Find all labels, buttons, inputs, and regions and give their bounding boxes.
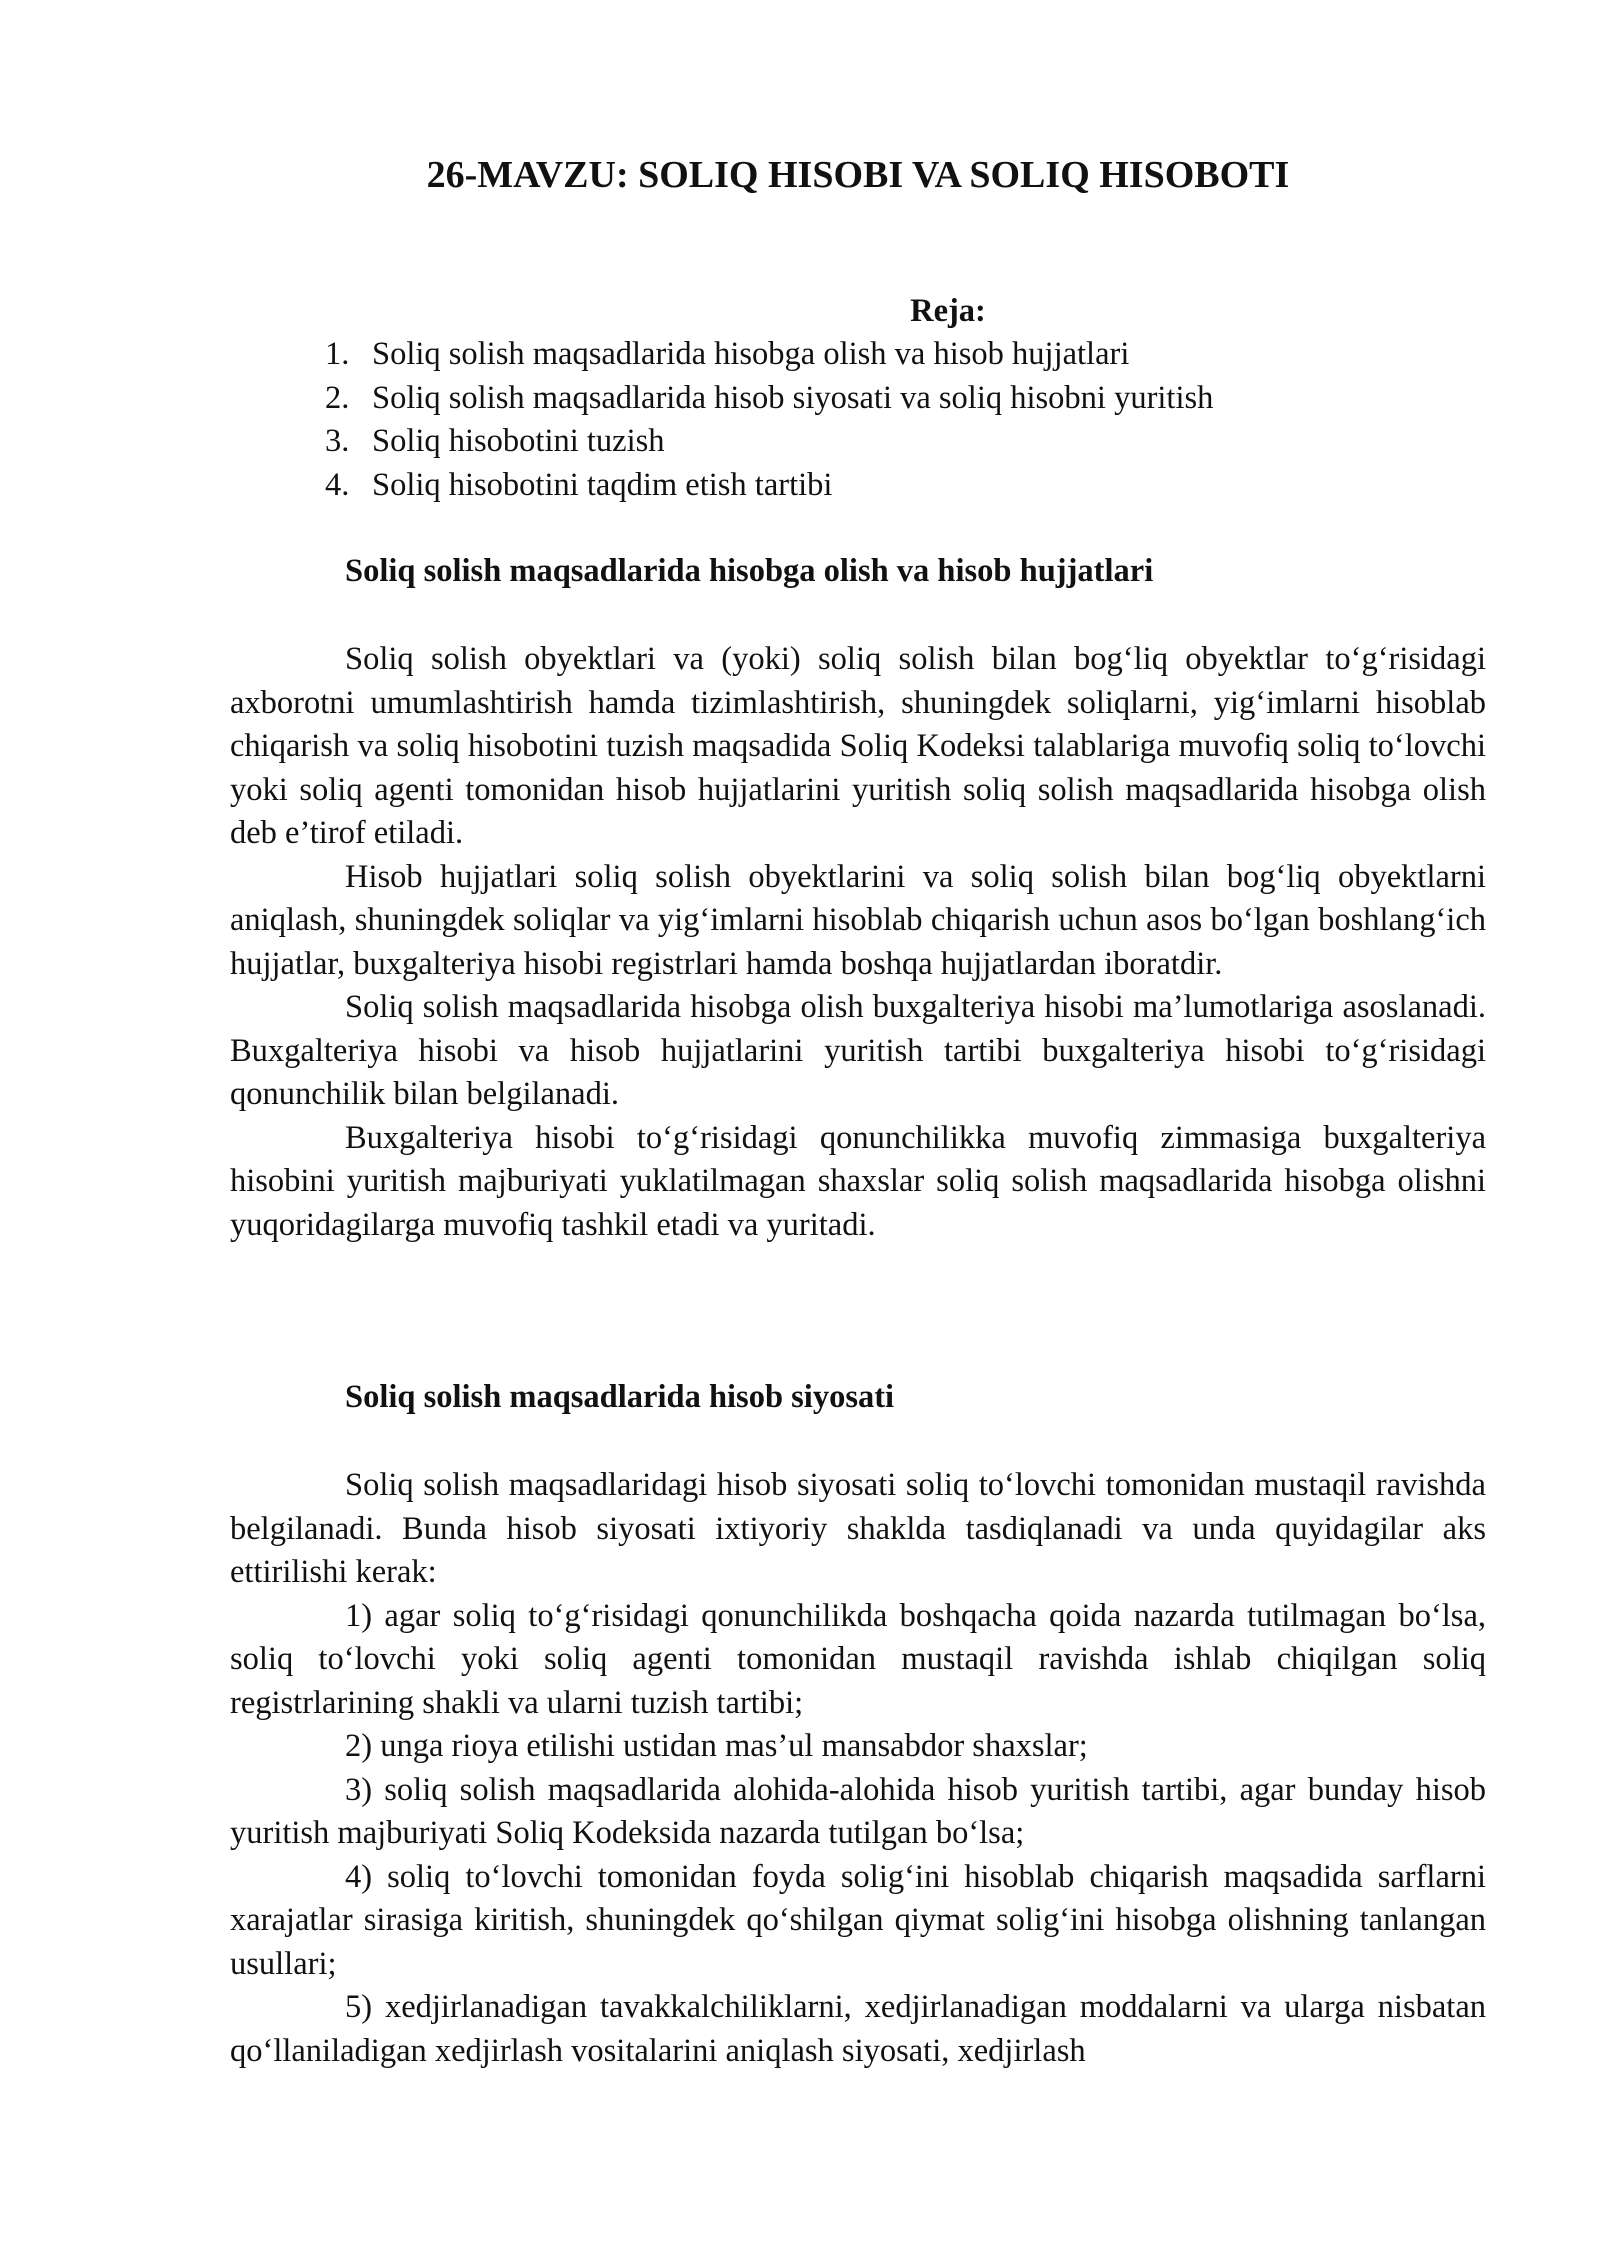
section-policy-body [230,1464,1486,2073]
section-accounting-body [230,638,1486,1247]
plan-item-number: 4. [325,466,350,503]
section-heading-policy: Soliq solish maqsadlarida hisob siyosati [345,1379,895,1415]
section-heading-accounting: Soliq solish maqsadlarida hisobga olish va hisob hujjatlari [345,553,1154,589]
plan-item-number: 1. [325,336,350,372]
paragraph: 1) agar soliq to‘g‘risidagi qonunchilikda boshqacha qoida nazarda tutilmagan bo‘lsa, soliq to‘lovchi yoki soliq agenti tomonidan mustaqil ravishda ishlab chiqilgan soliq registrlarining shakli va ularni tuzish tartibi; [230,1597,1486,1721]
plan-item [325,464,1213,508]
document-title: 26-MAVZU: SOLIQ HISOBI VA SOLIQ HISOBOTI [426,154,1290,196]
plan-heading: Reja: [910,293,986,329]
plan-item-text: Soliq hisobotini taqdim etish tartibi [372,466,833,503]
paragraph: 4) soliq to‘lovchi tomonidan foyda solig‘ini hisoblab chiqarish maqsadida sarflarni xarajatlar sirasiga kiritish, shuningdek qo‘shilgan qiymat solig‘ini hisobga olishning tanlangan usullari; [230,1858,1486,1982]
plan-list [325,333,1213,507]
plan-item-text: Soliq solish maqsadlarida hisobga olish va hisob hujjatlari [372,336,1130,372]
plan-item-text: Soliq solish maqsadlarida hisob siyosati va soliq hisobni yuritish [372,379,1214,416]
plan-item-text: Soliq hisobotini tuzish [372,423,665,459]
paragraph: 5) xedjirlanadigan tavakkalchiliklarni, xedjirlanadigan moddalarni va ularga nisbatan qo‘llaniladigan xedjirlash vositalarini aniqlash siyosati, xedjirlash [230,1989,1486,2069]
paragraph: 3) soliq solish maqsadlarida alohida-alohida hisob yuritish tartibi, agar bunday hisob yuritish majburiyati Soliq Kodeksida nazarda tutilgan bo‘lsa; [230,1771,1486,1851]
plan-item [325,333,1213,377]
plan-item-number: 2. [325,379,350,416]
plan-item-number: 3. [325,423,350,459]
paragraph: Soliq solish obyektlari va (yoki) soliq solish bilan bog‘liq obyektlar to‘g‘risidagi axborotni umumlashtirish hamda tizimlashtirish, shuningdek soliqlarni, yig‘imlarni hisoblab chiqarish va soliq hisobotini tuzish maqsadida Soliq Kodeksi talablariga muvofiq soliq to‘lovchi yoki soliq agenti tomonidan hisob hujjatlarini yuritish soliq solish maqsadlarida hisobga olish deb e’tirof etiladi. [230,641,1486,851]
plan-item [325,420,1213,464]
paragraph: Buxgalteriya hisobi to‘g‘risidagi qonunchilikka muvofiq zimmasiga buxgalteriya hisobini yuritish majburiyati yuklatilmagan shaxslar soliq solish maqsadlarida hisobga olishni yuqoridagilarga muvofiq tashkil etadi va yuritadi. [230,1119,1486,1243]
paragraph: 2) unga rioya etilishi ustidan mas’ul mansabdor shaxslar; [345,1728,1088,1764]
paragraph: Hisob hujjatlari soliq solish obyektlarini va soliq solish bilan bog‘liq obyektlarni aniqlash, shuningdek soliqlar va yig‘imlarni hisoblab chiqarish uchun asos bo‘lgan boshlang‘ich hujjatlar, buxgalteriya hisobi registrlari hamda boshqa hujjatlardan iboratdir. [230,858,1486,982]
plan-item [325,377,1213,421]
paragraph: Soliq solish maqsadlaridagi hisob siyosati soliq to‘lovchi tomonidan mustaqil ravishda belgilanadi. Bunda hisob siyosati ixtiyoriy shaklda tasdiqlanadi va unda quyidagilar aks ettirilishi kerak: [230,1467,1486,1590]
paragraph: Soliq solish maqsadlarida hisobga olish buxgalteriya hisobi ma’lumotlariga asoslanadi. Buxgalteriya hisobi va hisob hujjatlarini yuritish tartibi buxgalteriya hisobi to‘g‘risidagi qonunchilik bilan belgilanadi. [230,989,1486,1112]
